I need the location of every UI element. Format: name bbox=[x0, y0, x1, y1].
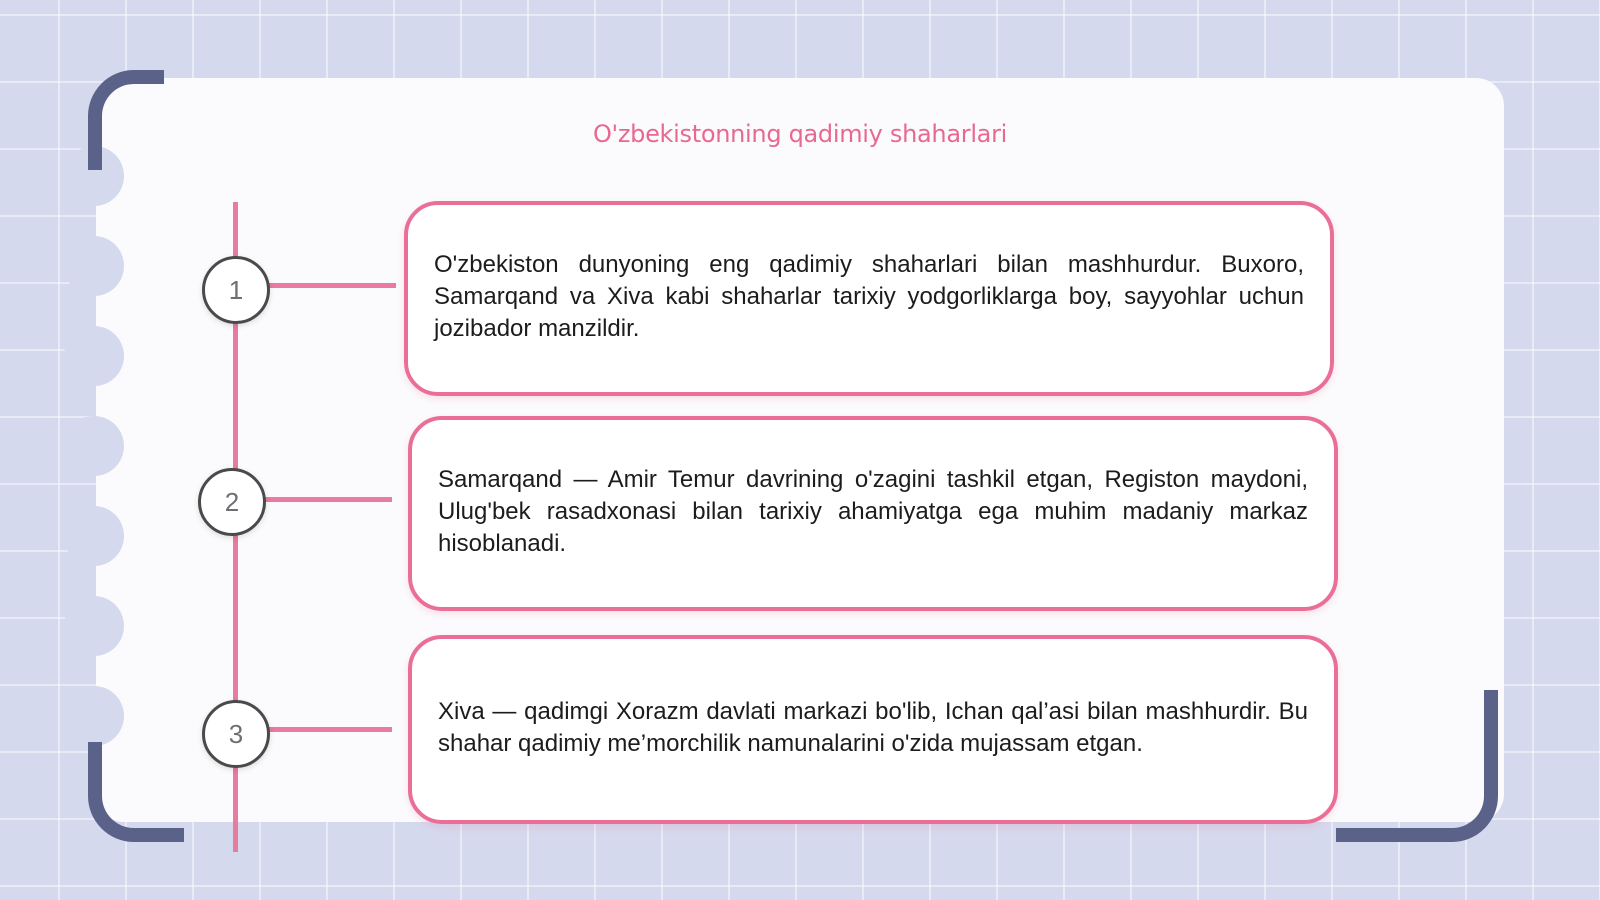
edge-notch bbox=[64, 686, 124, 746]
corner-bracket-bottom-right bbox=[1336, 690, 1498, 842]
info-card-3 bbox=[408, 635, 1338, 824]
edge-notch bbox=[64, 326, 124, 386]
info-card-text: Samarqand — Amir Temur davrining o'zagini tashkil etgan, Registon maydoni, Ulug'bek rasadxonasi bilan tarixiy ahamiyatga ega muhim madaniy markaz hisoblanadi. bbox=[438, 465, 1308, 557]
edge-notch bbox=[64, 416, 124, 476]
info-card-text: Xiva — qadimgi Xorazm davlati markazi bo'lib, Ichan qal’asi bilan mashhurdir. Bu shahar qadimiy me’morchilik namunalarini o'zida mujassam etgan. bbox=[438, 697, 1308, 757]
timeline-connector bbox=[264, 727, 392, 732]
step-number-1: 1 bbox=[202, 256, 270, 324]
corner-bracket-bottom-left bbox=[88, 742, 184, 842]
slide-title: O'zbekistonning qadimiy shaharlari bbox=[592, 120, 1008, 148]
info-card-text: O'zbekiston dunyoning eng qadimiy shaharlari bilan mashhurdur. Buxoro, Samarqand va Xiva kabi shaharlar tarixiy yodgorliklarga boy, sayyohlar uchun jozibador manzildir. bbox=[434, 250, 1304, 342]
edge-notch bbox=[64, 236, 124, 296]
step-number-2: 2 bbox=[198, 468, 266, 536]
edge-notch bbox=[64, 506, 124, 566]
info-card-2 bbox=[408, 416, 1338, 611]
edge-notch bbox=[64, 596, 124, 656]
info-card-1 bbox=[404, 201, 1334, 396]
timeline-connector bbox=[260, 497, 392, 502]
timeline-connector bbox=[264, 283, 396, 288]
step-number-3: 3 bbox=[202, 700, 270, 768]
